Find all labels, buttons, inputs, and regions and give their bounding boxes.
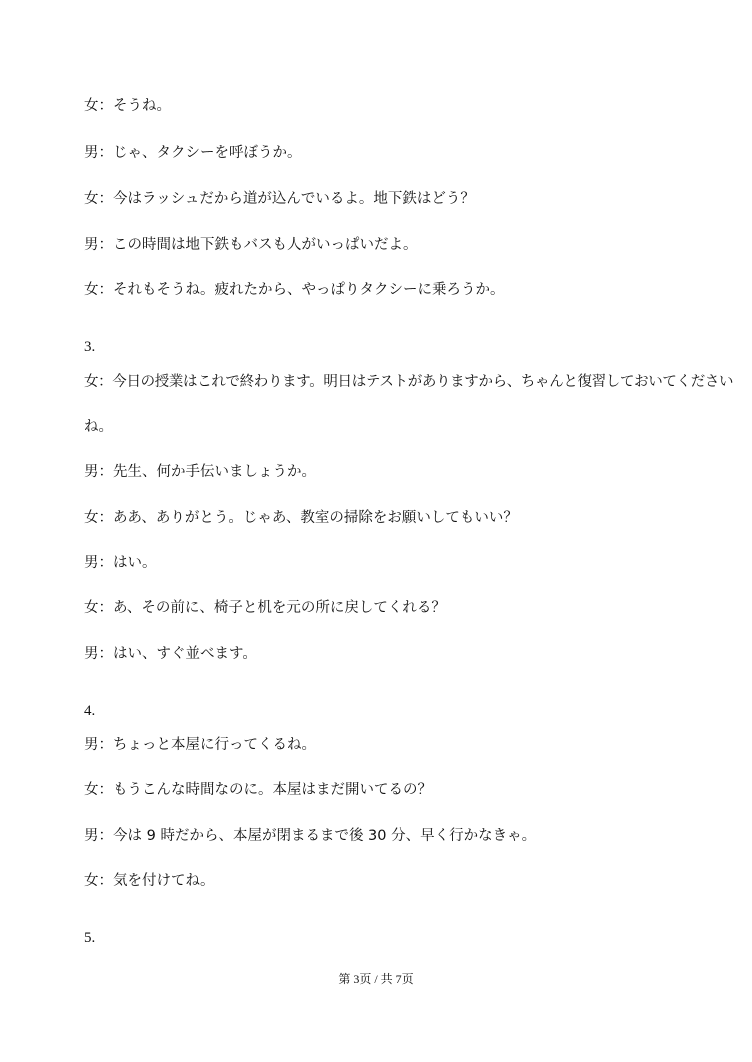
dialogue-line: 男：はい、すぐ並べます。 [84,646,257,662]
dialogue-line: 男：はい。 [84,555,157,571]
dialogue-line: 女：そうね。 [84,98,171,114]
dialogue-line: 女：今はラッシュだから道が込んでいるよ。地下鉄はどう？ [84,191,475,207]
dialogue-line: 男：今は 9 時だから、本屋が閉まるまで後 30 分、早く行かなきゃ。 [84,828,537,844]
dialogue-line: 女：あ、その前に、椅子と机を元の所に戻してくれる？ [84,600,446,616]
dialogue-line: ね。 [84,419,113,435]
section-number: 4. [84,703,96,719]
section-number: 3. [84,339,96,355]
section-number: 5. [84,930,96,946]
dialogue-line: 男：この時間は地下鉄もバスも人がいっぱいだよ。 [84,237,418,253]
dialogue-line: 女：今日の授業はこれで終わります。明日はテストがありますから、ちゃんと復習しておいてください [84,374,734,390]
dialogue-line: 女：ああ、ありがとう。じゃあ、教室の掃除をお願いしてもいい？ [84,510,518,526]
dialogue-line: 男：ちょっと本屋に行ってくるね。 [84,737,316,753]
dialogue-line: 女：それもそうね。疲れたから、やっぱりタクシーに乗ろうか。 [84,282,505,298]
dialogue-line: 女：もうこんな時間なのに。本屋はまだ開いてるの？ [84,782,432,798]
page-footer: 第 3页 / 共 7页 [338,972,414,986]
dialogue-line: 男：じゃ、タクシーを呼ぼうか。 [84,145,302,161]
dialogue-line: 男：先生、何か手伝いましょうか。 [84,464,316,480]
dialogue-line: 女：気を付けてね。 [84,873,215,889]
